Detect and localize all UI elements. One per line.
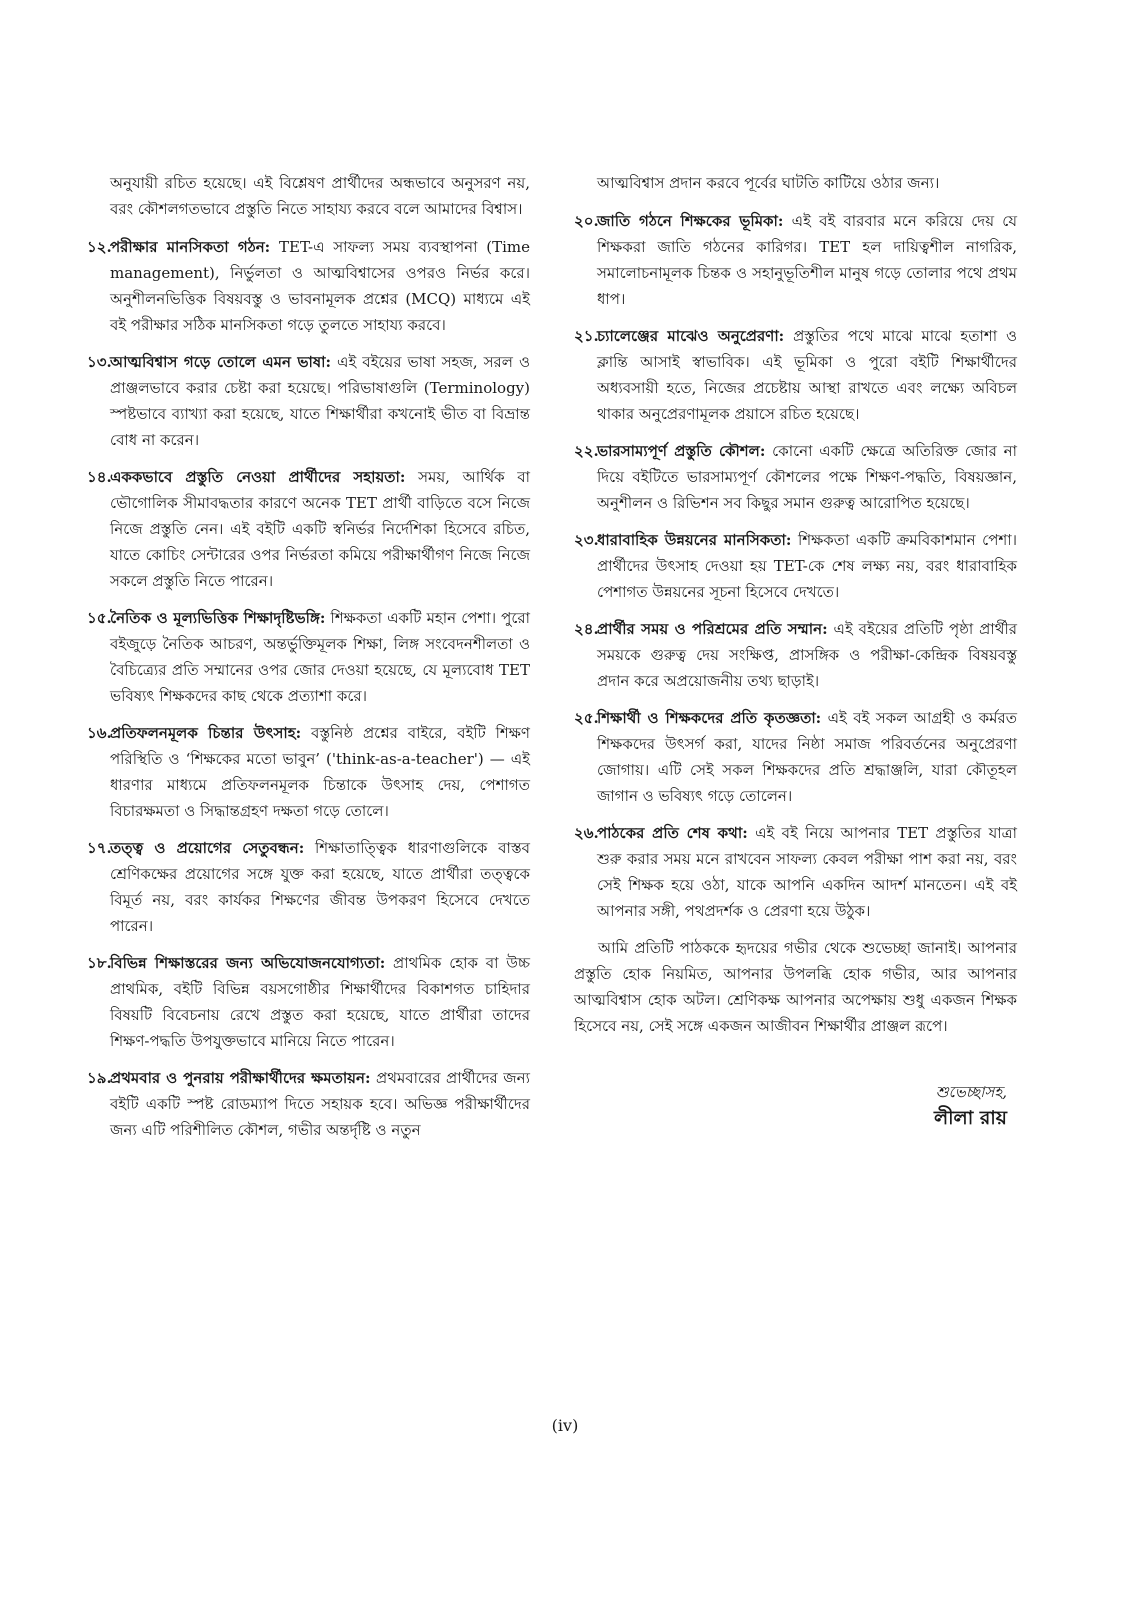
numbered-item bbox=[574, 438, 1017, 516]
continuation-paragraph: আত্মবিশ্বাস প্রদান করবে পূর্বের ঘাটতি কাটিয়ে ওঠার জন্য। bbox=[597, 174, 940, 192]
page-number: (iv) bbox=[551, 1416, 579, 1435]
right-item-list bbox=[574, 208, 1017, 924]
item-number: ১৩. bbox=[87, 353, 112, 371]
numbered-item bbox=[574, 705, 1017, 809]
item-number: ২১. bbox=[574, 327, 599, 345]
item-title: প্রথমবার ও পুনরায় পরীক্ষার্থীদের ক্ষমতায়ন: bbox=[110, 1069, 371, 1087]
item-title: নৈতিক ও মূল্যভিত্তিক শিক্ষাদৃষ্টিভঙ্গি: bbox=[110, 609, 326, 627]
item-text: প্রাথমিক হোক বা উচ্চ প্রাথমিক, বইটি বিভিন্ন বয়সগোষ্ঠীর শিক্ষার্থীদের বিকাশগত চাহিদার বিষয়টি বিবেচনায় রেখে প্রস্তুত করা হয়েছে, যাতে প্রার্থীরা তাদের শিক্ষণ-পদ্ধতি উপযুক্তভাবে মানিয়ে নিতে পারেন। bbox=[110, 954, 530, 1050]
item-number: ১৯. bbox=[87, 1069, 112, 1087]
item-text: প্রথমবারের প্রার্থীদের জন্য বইটি একটি স্পষ্ট রোডম্যাপ দিতে সহায়ক হবে। অভিজ্ঞ পরীক্ষার্থীদের জন্য এটি পরিশীলিত কৌশল, গভীর অন্তর্দৃষ্টি ও নতুন bbox=[110, 1069, 530, 1139]
item-text: বস্তুনিষ্ঠ প্রশ্নের বাইরে, বইটি শিক্ষণ পরিস্থিতি ও ‘শিক্ষকের মতো ভাবুন’ ('think-as-a-teacher') — এই ধারণার মাধ্যমে প্রতিফলনমূলক চিন্তাকে উৎসাহ দেয়, পেশাগত বিচারক্ষমতা ও সিদ্ধান্তগ্রহণ দক্ষতা গড়ে তোলে। bbox=[110, 724, 530, 820]
item-title: তত্ত্ব ও প্রয়োগের সেতুবন্ধন: bbox=[110, 839, 305, 857]
item-number: ১৭. bbox=[87, 839, 112, 857]
item-title: পরীক্ষার মানসিকতা গঠন: bbox=[110, 238, 271, 256]
item-title: চ্যালেঞ্জের মাঝেও অনুপ্রেরণা: bbox=[597, 327, 785, 345]
item-title: প্রতিফলনমূলক চিন্তার উৎসাহ: bbox=[110, 724, 302, 742]
numbered-item bbox=[87, 234, 530, 338]
item-title: প্রার্থীর সময় ও পরিশ্রমের প্রতি সম্মান: bbox=[597, 620, 828, 638]
signature-block bbox=[574, 1081, 1017, 1133]
numbered-item bbox=[87, 835, 530, 939]
numbered-item bbox=[574, 527, 1017, 605]
right-column bbox=[574, 170, 1017, 1133]
item-text: এই বই বারবার মনে করিয়ে দেয় যে শিক্ষকরা জাতি গঠনের কারিগর। TET হল দায়িত্বশীল নাগরিক, সমালোচনামূলক চিন্তক ও সহানুভূতিশীল মানুষ গড়ে তোলার পথে প্রথম ধাপ। bbox=[597, 212, 1017, 308]
item-text: শিক্ষকতা একটি ক্রমবিকাশমান পেশা। প্রার্থীদের উৎসাহ দেওয়া হয় TET-কে শেষ লক্ষ্য নয়, বরং ধারাবাহিক পেশাগত উন্নয়নের সূচনা হিসেবে দেখতে। bbox=[597, 531, 1017, 601]
left-item-list bbox=[87, 234, 530, 1143]
numbered-item bbox=[87, 605, 530, 709]
item-text: প্রস্তুতির পথে মাঝে মাঝে হতাশা ও ক্লান্তি আসাই স্বাভাবিক। এই ভূমিকা ও পুরো বইটি শিক্ষার্থীদের অধ্যবসায়ী হতে, নিজের প্রচেষ্টায় আস্থা রাখতে এবং লক্ষ্যে অবিচল থাকার অনুপ্রেরণামূলক প্রয়াসে রচিত হয়েছে। bbox=[597, 327, 1017, 423]
author-name: লীলা রায় bbox=[933, 1107, 1007, 1129]
item-text: কোনো একটি ক্ষেত্রে অতিরিক্ত জোর না দিয়ে বইটিতে ভারসাম্যপূর্ণ কৌশলের পক্ষে শিক্ষণ-পদ্ধতি, বিষয়জ্ঞান, অনুশীলন ও রিভিশন সব কিছুর সমান গুরুত্ব আরোপিত হয়েছে। bbox=[597, 442, 1017, 512]
item-text: এই বই সকল আগ্রহী ও কর্মরত শিক্ষকদের উৎসর্গ করা, যাদের নিষ্ঠা সমাজ পরিবর্তনের অনুপ্রেরণা জোগায়। এটি সেই সকল শিক্ষকদের প্রতি শ্রদ্ধাঞ্জলি, যারা কৌতূহল জাগান ও ভবিষ্যৎ গড়ে তোলেন। bbox=[597, 709, 1018, 805]
item-title: জাতি গঠনে শিক্ষকের ভূমিকা: bbox=[597, 212, 784, 230]
item-number: ১৪. bbox=[87, 468, 112, 486]
left-column bbox=[87, 170, 530, 1154]
item-number: ১৬. bbox=[87, 724, 112, 742]
closing-paragraph: আমি প্রতিটি পাঠককে হৃদয়ের গভীর থেকে শুভেচ্ছা জানাই। আপনার প্রস্তুতি হোক নিয়মিত, আপনার উপলব্ধি হোক গভীর, আর আপনার আত্মবিশ্বাস হোক অটল। শ্রেণিকক্ষ আপনার অপেক্ষায় শুধু একজন শিক্ষক হিসেবে নয়, সেই সঙ্গে একজন আজীবন শিক্ষার্থীর প্রাঞ্জল রূপে। bbox=[574, 939, 1017, 1035]
numbered-item bbox=[574, 616, 1017, 694]
item-title: শিক্ষার্থী ও শিক্ষকদের প্রতি কৃতজ্ঞতা: bbox=[597, 709, 822, 727]
item-number: ২৩. bbox=[574, 531, 599, 549]
numbered-item bbox=[87, 1065, 530, 1143]
item-number: ১৮. bbox=[87, 954, 112, 972]
item-title: ভারসাম্যপূর্ণ প্রস্তুতি কৌশল: bbox=[597, 442, 766, 460]
item-title: বিভিন্ন শিক্ষাস্তরের জন্য অভিযোজনযোগ্যতা: bbox=[110, 954, 386, 972]
numbered-item bbox=[574, 208, 1017, 312]
item-number: ১২. bbox=[87, 238, 112, 256]
item-number: ১৫. bbox=[87, 609, 112, 627]
item-text: এই বইয়ের ভাষা সহজ, সরল ও প্রাঞ্জলভাবে করার চেষ্টা করা হয়েছে। পরিভাষাগুলি (Terminology) স্পষ্টভাবে ব্যাখ্যা করা হয়েছে, যাতে শিক্ষার্থীরা কখনোই ভীত বা বিভ্রান্ত বোধ না করেন। bbox=[110, 353, 530, 449]
item-text: TET-এ সাফল্য সময় ব্যবস্থাপনা (Time management), নির্ভুলতা ও আত্মবিশ্বাসের ওপরও নির্ভর করে। অনুশীলনভিত্তিক বিষয়বস্তু ও ভাবনামূলক প্রশ্নের (MCQ) মাধ্যমে এই বই পরীক্ষার সঠিক মানসিকতা গড়ে তুলতে সাহায্য করবে। bbox=[110, 238, 530, 334]
numbered-item bbox=[574, 820, 1017, 924]
item-number: ২৪. bbox=[574, 620, 599, 638]
numbered-item bbox=[87, 720, 530, 824]
numbered-item bbox=[87, 464, 530, 594]
numbered-item bbox=[87, 349, 530, 453]
item-title: এককভাবে প্রস্তুতি নেওয়া প্রার্থীদের সহায়তা: bbox=[110, 468, 406, 486]
item-text: এই বই নিয়ে আপনার TET প্রস্তুতির যাত্রা শুরু করার সময় মনে রাখবেন সাফল্য কেবল পরীক্ষা পাশ করা নয়, বরং সেই শিক্ষক হয়ে ওঠা, যাকে আপনি একদিন আদর্শ মানতেন। এই বই আপনার সঙ্গী, পথপ্রদর্শক ও প্রেরণা হয়ে উঠুক। bbox=[597, 824, 1017, 920]
item-text: শিক্ষাতাত্ত্বিক ধারণাগুলিকে বাস্তব শ্রেণিকক্ষের প্রয়োগের সঙ্গে যুক্ত করা হয়েছে, যাতে প্রার্থীরা তত্ত্বকে বিমূর্ত নয়, বরং কার্যকর শিক্ষণের জীবন্ত উপকরণ হিসেবে দেখতে পারেন। bbox=[110, 839, 530, 935]
item-number: ২৬. bbox=[574, 824, 599, 842]
item-text: এই বইয়ের প্রতিটি পৃষ্ঠা প্রার্থীর সময়কে গুরুত্ব দেয় সংক্ষিপ্ত, প্রাসঙ্গিক ও পরীক্ষা-কেন্দ্রিক বিষয়বস্তু প্রদান করে অপ্রয়োজনীয় তথ্য ছাড়াই। bbox=[597, 620, 1017, 690]
item-text: শিক্ষকতা একটি মহান পেশা। পুরো বইজুড়ে নৈতিক আচরণ, অন্তর্ভুক্তিমূলক শিক্ষা, লিঙ্গ সংবেদনশীলতা ও বৈচিত্র্যের প্রতি সম্মানের ওপর জোর দেওয়া হয়েছে, যে মূল্যবোধ TET ভবিষ্যৎ শিক্ষকদের কাছ থেকে প্রত্যাশা করে। bbox=[110, 609, 530, 705]
continuation-paragraph: অনুযায়ী রচিত হয়েছে। এই বিশ্লেষণ প্রার্থীদের অন্ধভাবে অনুসরণ নয়, বরং কৌশলগতভাবে প্রস্তুতি নিতে সাহায্য করবে বলে আমাদের বিশ্বাস। bbox=[110, 174, 530, 218]
numbered-item bbox=[87, 950, 530, 1054]
item-number: ২৫. bbox=[574, 709, 599, 727]
item-number: ২২. bbox=[574, 442, 599, 460]
numbered-item bbox=[574, 323, 1017, 427]
item-title: পাঠকের প্রতি শেষ কথা: bbox=[597, 824, 748, 842]
item-title: ধারাবাহিক উন্নয়নের মানসিকতা: bbox=[597, 531, 792, 549]
item-title: আত্মবিশ্বাস গড়ে তোলে এমন ভাষা: bbox=[110, 353, 332, 371]
item-text: সময়, আর্থিক বা ভৌগোলিক সীমাবদ্ধতার কারণে অনেক TET প্রার্থী বাড়িতে বসে নিজে নিজে প্রস্তুতি নেন। এই বইটি একটি স্বনির্ভর নির্দেশিকা হিসেবে রচিত, যাতে কোচিং সেন্টারের ওপর নির্ভরতা কমিয়ে পরীক্ষার্থীগণ নিজে নিজে সকলে প্রস্তুতি নিতে পারেন। bbox=[110, 468, 530, 590]
greeting: শুভেচ্ছাসহ, bbox=[935, 1083, 1007, 1101]
item-number: ২০. bbox=[574, 212, 599, 230]
